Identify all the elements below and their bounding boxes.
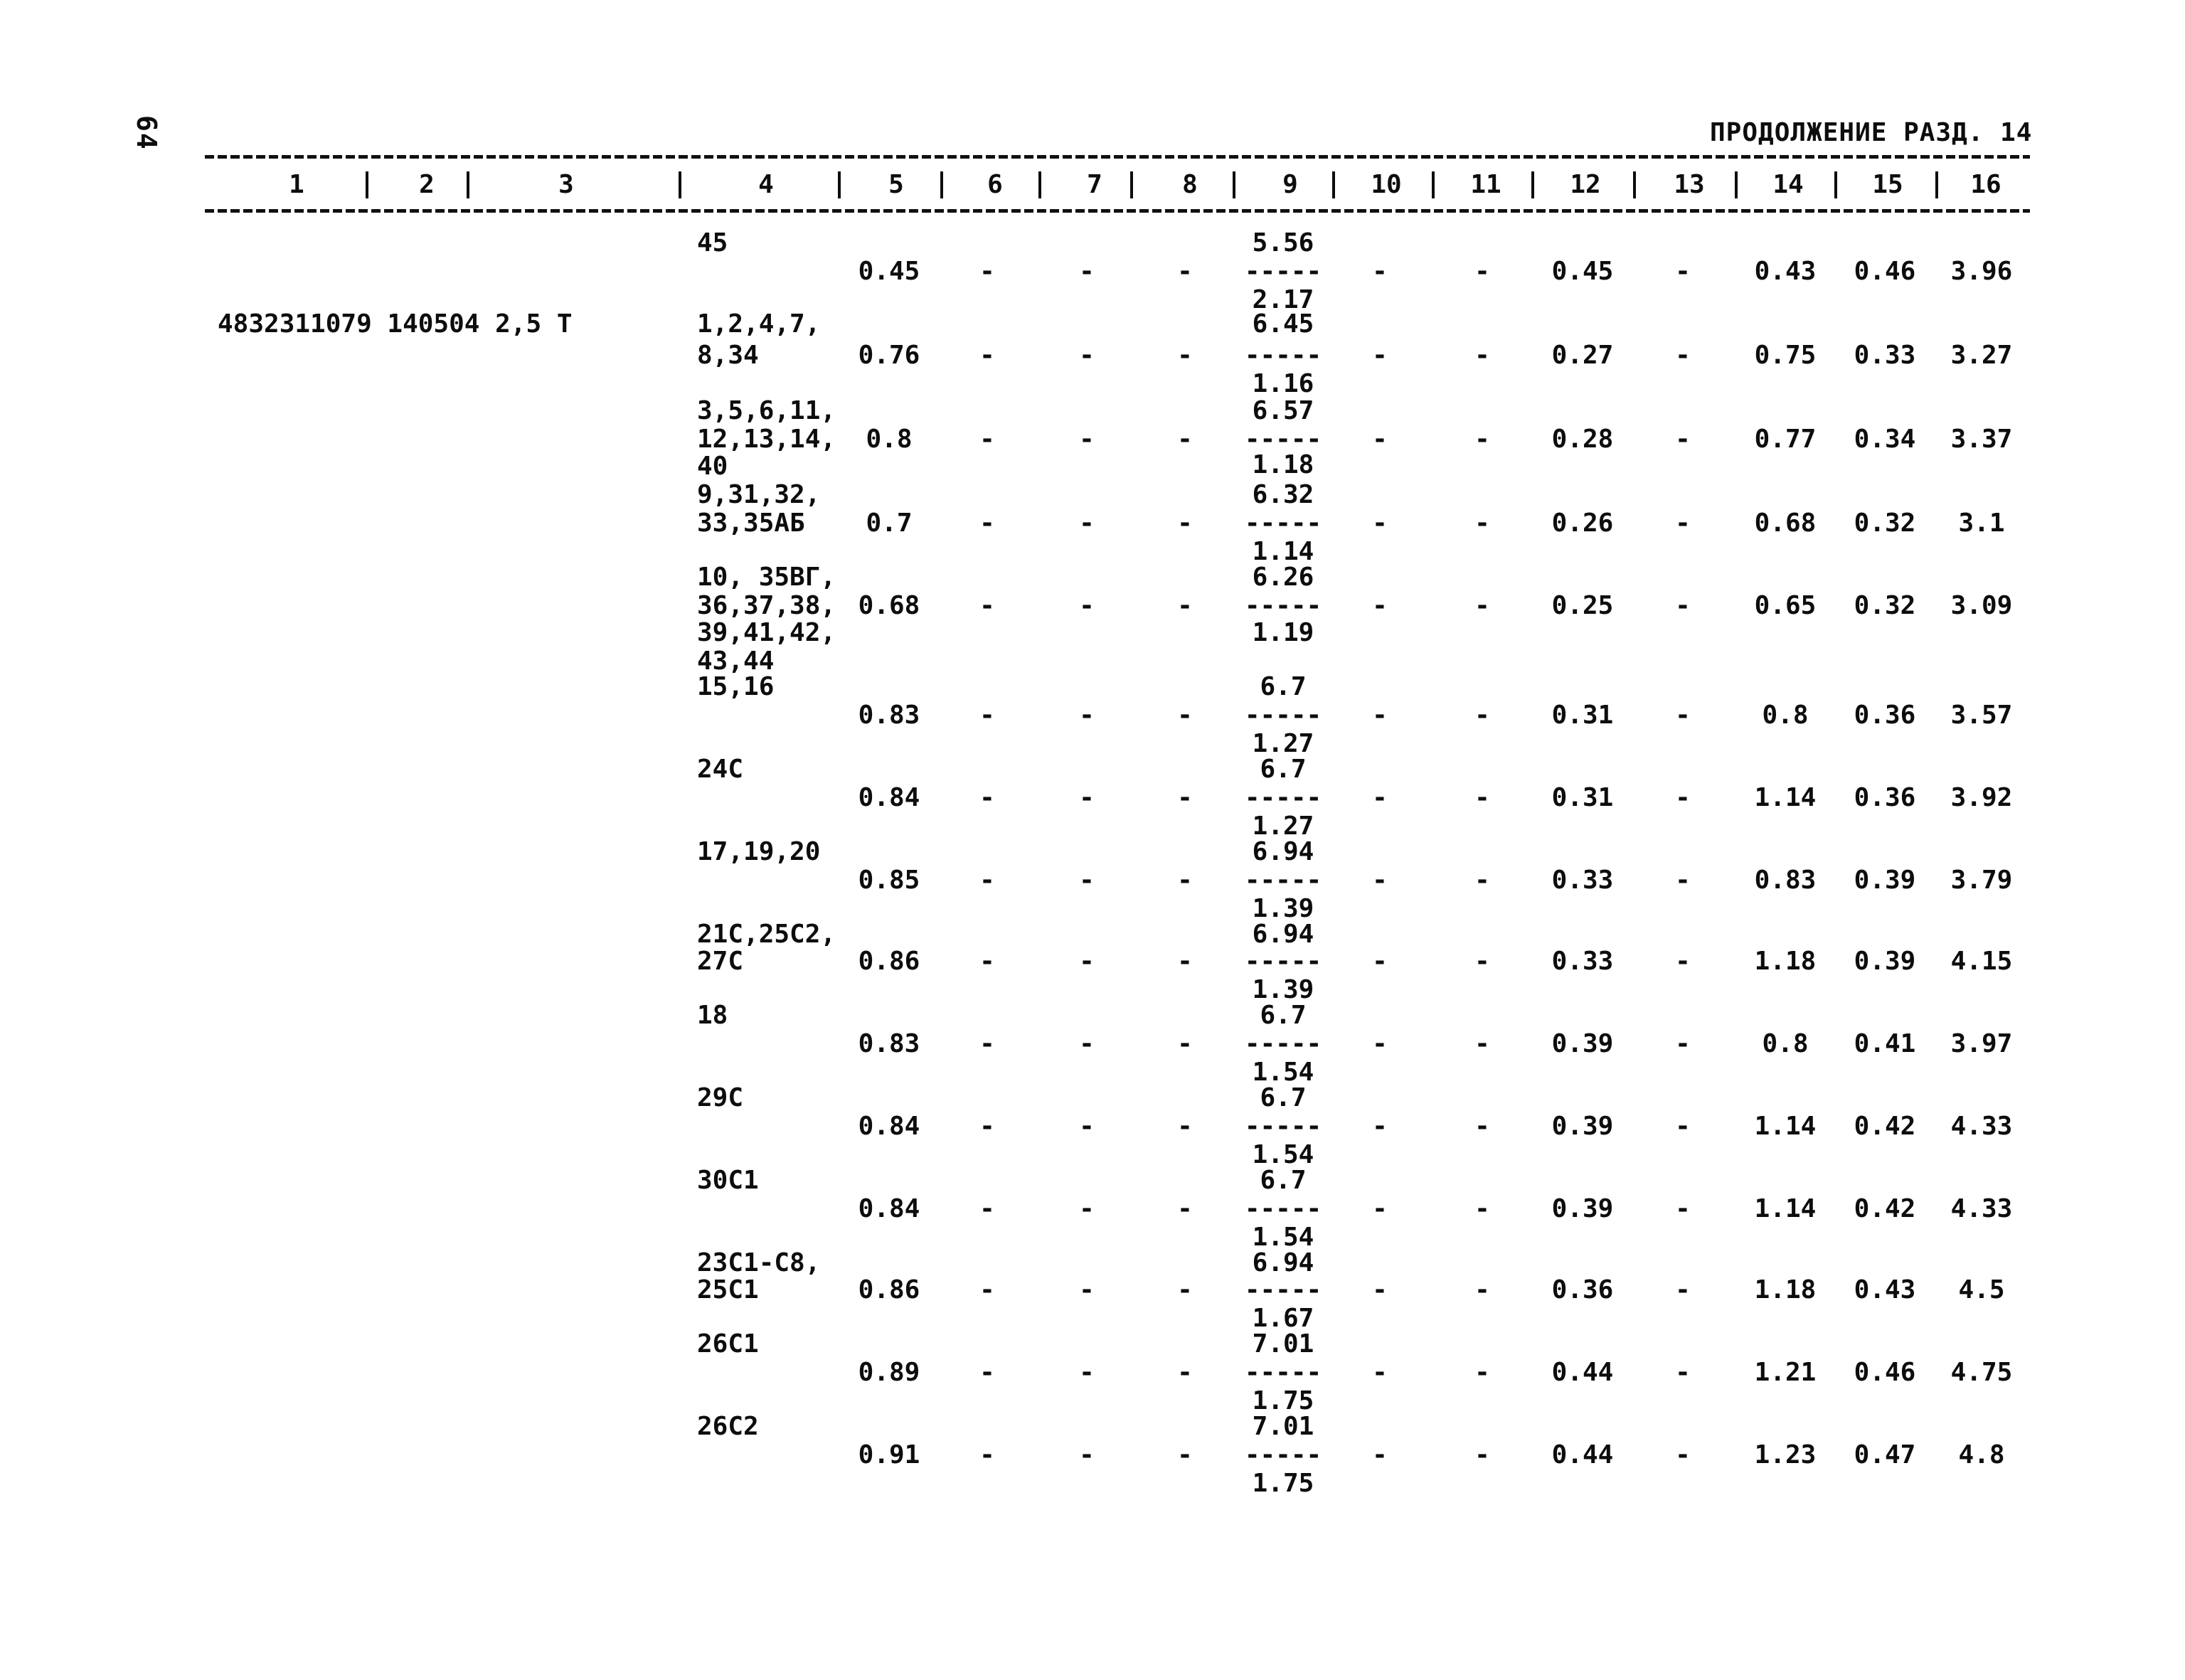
- column-separator: [1130, 171, 1133, 198]
- fraction-denominator: 1.54: [1252, 1140, 1314, 1169]
- cell-col15: 0.46: [1854, 257, 1916, 286]
- cell-col12: 0.36: [1551, 1275, 1614, 1304]
- cell-positions: 43,44: [697, 647, 775, 676]
- cell-col6: -: [979, 591, 995, 620]
- cell-col12: 0.39: [1551, 1194, 1614, 1223]
- cell-col11: -: [1474, 866, 1490, 895]
- cell-col5: 0.8: [866, 425, 913, 454]
- fraction-bar: -----: [1244, 1029, 1322, 1058]
- column-header-14: 14: [1772, 170, 1804, 199]
- cell-col11: -: [1474, 425, 1490, 454]
- cell-col7: -: [1079, 341, 1095, 370]
- cell-col14: 0.75: [1754, 341, 1817, 370]
- column-header-7: 7: [1087, 170, 1102, 199]
- cell-col13: -: [1675, 1029, 1691, 1058]
- cell-col11: -: [1474, 947, 1490, 976]
- column-separator: [940, 171, 943, 198]
- cell-col11: -: [1474, 1358, 1490, 1387]
- cell-col6: -: [979, 1194, 995, 1223]
- cell-col8: -: [1177, 509, 1193, 538]
- cell-col6: -: [979, 1440, 995, 1469]
- cell-col6: -: [979, 425, 995, 454]
- cell-positions: 21С,25С2,: [697, 920, 836, 949]
- cell-col12: 0.33: [1551, 947, 1614, 976]
- cell-col11: -: [1474, 1194, 1490, 1223]
- cell-col10: -: [1372, 1194, 1388, 1223]
- cell-col15: 0.42: [1854, 1112, 1916, 1141]
- cell-col15: 0.34: [1854, 425, 1916, 454]
- cell-col5: 0.86: [858, 947, 920, 976]
- cell-col10: -: [1372, 591, 1388, 620]
- fraction-numerator: 6.7: [1260, 755, 1307, 784]
- cell-col12: 0.39: [1551, 1029, 1614, 1058]
- column-header-13: 13: [1674, 170, 1705, 199]
- cell-col15: 0.36: [1854, 701, 1916, 730]
- fraction-bar: -----: [1244, 1358, 1322, 1387]
- cell-col8: -: [1177, 701, 1193, 730]
- cell-col14: 1.23: [1754, 1440, 1817, 1469]
- cell-col8: -: [1177, 1029, 1193, 1058]
- cell-col8: -: [1177, 341, 1193, 370]
- fraction-denominator: 1.75: [1252, 1386, 1314, 1415]
- cell-col13: -: [1675, 341, 1691, 370]
- cell-col14: 1.18: [1754, 947, 1817, 976]
- cell-col15: 0.33: [1854, 341, 1916, 370]
- cell-col13: -: [1675, 783, 1691, 812]
- fraction-numerator: 6.57: [1252, 396, 1314, 425]
- cell-col6: -: [979, 1112, 995, 1141]
- cell-col16: 4.5: [1958, 1275, 2005, 1304]
- cell-col12: 0.26: [1551, 509, 1614, 538]
- cell-positions: 10, 35ВГ,: [697, 563, 836, 592]
- cell-col11: -: [1474, 591, 1490, 620]
- fraction-bar: -----: [1244, 1112, 1322, 1141]
- cell-positions: 3,5,6,11,: [697, 396, 836, 425]
- fraction-numerator: 6.94: [1252, 837, 1314, 866]
- cell-col16: 3.1: [1958, 509, 2005, 538]
- cell-col13: -: [1675, 1275, 1691, 1304]
- column-separator: [366, 171, 368, 198]
- column-header-15: 15: [1872, 170, 1903, 199]
- cell-col16: 4.15: [1950, 947, 2013, 976]
- cell-col16: 3.97: [1950, 1029, 2013, 1058]
- cell-col13: -: [1675, 257, 1691, 286]
- cell-col6: -: [979, 1029, 995, 1058]
- fraction-numerator: 6.94: [1252, 920, 1314, 949]
- cell-col15: 0.42: [1854, 1194, 1916, 1223]
- fraction-numerator: 6.7: [1260, 1001, 1307, 1030]
- cell-col10: -: [1372, 1358, 1388, 1387]
- fraction-bar: -----: [1244, 341, 1322, 370]
- cell-col12: 0.31: [1551, 701, 1614, 730]
- fraction-denominator: 1.27: [1252, 729, 1314, 758]
- cell-col15: 0.41: [1854, 1029, 1916, 1058]
- cell-col14: 1.14: [1754, 1194, 1817, 1223]
- cell-col10: -: [1372, 257, 1388, 286]
- column-separator: [1233, 171, 1235, 198]
- cell-col13: -: [1675, 1358, 1691, 1387]
- fraction-numerator: 6.7: [1260, 672, 1307, 701]
- cell-col10: -: [1372, 1029, 1388, 1058]
- cell-col16: 4.75: [1950, 1358, 2013, 1387]
- fraction-denominator: 1.27: [1252, 812, 1314, 841]
- cell-col14: 0.8: [1762, 1029, 1809, 1058]
- cell-positions: 29С: [697, 1083, 744, 1112]
- cell-col8: -: [1177, 1112, 1193, 1141]
- cell-col8: -: [1177, 866, 1193, 895]
- cell-col7: -: [1079, 783, 1095, 812]
- cell-col5: 0.83: [858, 701, 920, 730]
- cell-col6: -: [979, 783, 995, 812]
- cell-col8: -: [1177, 257, 1193, 286]
- cell-col16: 3.09: [1950, 591, 2013, 620]
- cell-col15: 0.32: [1854, 509, 1916, 538]
- cell-col15: 0.47: [1854, 1440, 1916, 1469]
- column-separator: [1531, 171, 1534, 198]
- cell-col7: -: [1079, 1440, 1095, 1469]
- cell-col12: 0.39: [1551, 1112, 1614, 1141]
- fraction-denominator: 1.19: [1252, 618, 1314, 647]
- cell-positions: 8,34: [697, 341, 759, 370]
- cell-col16: 3.79: [1950, 866, 2013, 895]
- page-number: 64: [131, 115, 162, 151]
- column-header-10: 10: [1371, 170, 1402, 199]
- cell-col10: -: [1372, 1440, 1388, 1469]
- cell-col11: -: [1474, 509, 1490, 538]
- fraction-bar: -----: [1244, 591, 1322, 620]
- cell-col13: -: [1675, 947, 1691, 976]
- cell-col16: 3.57: [1950, 701, 2013, 730]
- cell-positions: 17,19,20: [697, 837, 821, 866]
- cell-positions: 27С: [697, 947, 744, 976]
- cell-col15: 0.39: [1854, 947, 1916, 976]
- cell-col7: -: [1079, 1358, 1095, 1387]
- column-separator: [1834, 171, 1837, 198]
- column-separator: [1332, 171, 1335, 198]
- cell-col5: 0.84: [858, 1112, 920, 1141]
- cell-positions: 18: [697, 1001, 728, 1030]
- cell-col15: 0.36: [1854, 783, 1916, 812]
- cell-col11: -: [1474, 341, 1490, 370]
- cell-col14: 1.21: [1754, 1358, 1817, 1387]
- cell-col13: -: [1675, 591, 1691, 620]
- cell-col14: 1.14: [1754, 1112, 1817, 1141]
- cell-col8: -: [1177, 947, 1193, 976]
- fraction-bar: -----: [1244, 1275, 1322, 1304]
- cell-col10: -: [1372, 783, 1388, 812]
- cell-col12: 0.44: [1551, 1358, 1614, 1387]
- header-bottom-rule: [205, 209, 2030, 213]
- column-header-1: 1: [289, 170, 304, 199]
- cell-col7: -: [1079, 591, 1095, 620]
- cell-positions: 1,2,4,7,: [697, 309, 821, 339]
- cell-col13: -: [1675, 701, 1691, 730]
- fraction-denominator: 1.67: [1252, 1304, 1314, 1333]
- cell-col14: 0.65: [1754, 591, 1817, 620]
- cell-positions: 39,41,42,: [697, 618, 836, 647]
- cell-col15: 0.46: [1854, 1358, 1916, 1387]
- cell-positions: 24С: [697, 755, 744, 784]
- cell-col12: 0.45: [1551, 257, 1614, 286]
- cell-col10: -: [1372, 866, 1388, 895]
- cell-col11: -: [1474, 257, 1490, 286]
- fraction-bar: -----: [1244, 701, 1322, 730]
- cell-col7: -: [1079, 1275, 1095, 1304]
- cell-col10: -: [1372, 425, 1388, 454]
- cell-col10: -: [1372, 701, 1388, 730]
- cell-col7: -: [1079, 1194, 1095, 1223]
- cell-col5: 0.45: [858, 257, 920, 286]
- cell-col6: -: [979, 701, 995, 730]
- cell-positions: 36,37,38,: [697, 591, 836, 620]
- column-header-5: 5: [888, 170, 904, 199]
- cell-col5: 0.89: [858, 1358, 920, 1387]
- cell-col7: -: [1079, 947, 1095, 976]
- cell-col12: 0.27: [1551, 341, 1614, 370]
- fraction-numerator: 6.26: [1252, 563, 1314, 592]
- cell-col8: -: [1177, 425, 1193, 454]
- cell-col7: -: [1079, 509, 1095, 538]
- cell-col8: -: [1177, 1440, 1193, 1469]
- cell-positions: 23С1-С8,: [697, 1248, 821, 1277]
- column-separator: [679, 171, 681, 198]
- cell-col5: 0.91: [858, 1440, 920, 1469]
- fraction-bar: -----: [1244, 425, 1322, 454]
- cell-col6: -: [979, 1275, 995, 1304]
- cell-col11: -: [1474, 701, 1490, 730]
- fraction-numerator: 6.7: [1260, 1083, 1307, 1112]
- column-separator: [1432, 171, 1435, 198]
- fraction-numerator: 7.01: [1252, 1412, 1314, 1441]
- cell-col16: 4.33: [1950, 1112, 2013, 1141]
- cell-col6: -: [979, 947, 995, 976]
- cell-col7: -: [1079, 1029, 1095, 1058]
- cell-col7: -: [1079, 1112, 1095, 1141]
- cell-col16: 3.27: [1950, 341, 2013, 370]
- cell-col13: -: [1675, 425, 1691, 454]
- cell-col5: 0.68: [858, 591, 920, 620]
- cell-col8: -: [1177, 1358, 1193, 1387]
- column-header-16: 16: [1970, 170, 2001, 199]
- cell-col11: -: [1474, 783, 1490, 812]
- column-separator: [467, 171, 469, 198]
- column-header-12: 12: [1570, 170, 1601, 199]
- cell-col5: 0.86: [858, 1275, 920, 1304]
- fraction-bar: -----: [1244, 257, 1322, 286]
- fraction-denominator: 1.39: [1252, 894, 1314, 923]
- column-separator: [1935, 171, 1938, 198]
- cell-col10: -: [1372, 947, 1388, 976]
- column-header-9: 9: [1282, 170, 1298, 199]
- cell-positions: 26С2: [697, 1412, 759, 1441]
- cell-col6: -: [979, 509, 995, 538]
- fraction-bar: -----: [1244, 1440, 1322, 1469]
- column-header-3: 3: [558, 170, 574, 199]
- cell-col8: -: [1177, 1194, 1193, 1223]
- cell-col5: 0.85: [858, 866, 920, 895]
- cell-col7: -: [1079, 701, 1095, 730]
- cell-col12: 0.44: [1551, 1440, 1614, 1469]
- column-separator: [1038, 171, 1041, 198]
- cell-col14: 0.77: [1754, 425, 1817, 454]
- fraction-numerator: 6.32: [1252, 480, 1314, 509]
- cell-col12: 0.33: [1551, 866, 1614, 895]
- cell-col7: -: [1079, 866, 1095, 895]
- cell-col10: -: [1372, 1112, 1388, 1141]
- cell-positions: 15,16: [697, 672, 775, 701]
- cell-col13: -: [1675, 1112, 1691, 1141]
- cell-col10: -: [1372, 509, 1388, 538]
- cell-col16: 3.96: [1950, 257, 2013, 286]
- column-separator: [1735, 171, 1738, 198]
- cell-col12: 0.25: [1551, 591, 1614, 620]
- fraction-numerator: 6.7: [1260, 1166, 1307, 1195]
- cell-col16: 3.37: [1950, 425, 2013, 454]
- continuation-heading: ПРОДОЛЖЕНИЕ РАЗД. 14: [1710, 118, 2033, 147]
- fraction-denominator: 1.14: [1252, 537, 1314, 566]
- cell-col10: -: [1372, 341, 1388, 370]
- cell-col11: -: [1474, 1112, 1490, 1141]
- cell-positions: 33,35АБ: [697, 509, 805, 538]
- cell-col6: -: [979, 257, 995, 286]
- fraction-numerator: 5.56: [1252, 228, 1314, 257]
- cell-col15: 0.32: [1854, 591, 1916, 620]
- fraction-denominator: 1.16: [1252, 369, 1314, 398]
- cell-col14: 1.18: [1754, 1275, 1817, 1304]
- cell-col7: -: [1079, 257, 1095, 286]
- cell-col8: -: [1177, 591, 1193, 620]
- cell-col7: -: [1079, 425, 1095, 454]
- cell-col14: 0.43: [1754, 257, 1817, 286]
- fraction-denominator: 1.54: [1252, 1058, 1314, 1087]
- cell-col11: -: [1474, 1275, 1490, 1304]
- cell-col6: -: [979, 1358, 995, 1387]
- cell-col13: -: [1675, 1194, 1691, 1223]
- column-separator: [1633, 171, 1636, 198]
- column-header-11: 11: [1470, 170, 1501, 199]
- cell-positions: 45: [697, 228, 728, 257]
- fraction-bar: -----: [1244, 509, 1322, 538]
- column-header-6: 6: [987, 170, 1003, 199]
- cell-col6: -: [979, 866, 995, 895]
- cell-col12: 0.31: [1551, 783, 1614, 812]
- cell-col16: 4.8: [1958, 1440, 2005, 1469]
- fraction-denominator: 1.54: [1252, 1223, 1314, 1252]
- cell-col15: 0.39: [1854, 866, 1916, 895]
- cell-col12: 0.28: [1551, 425, 1614, 454]
- fraction-denominator: 1.18: [1252, 450, 1314, 479]
- fraction-numerator: 6.94: [1252, 1248, 1314, 1277]
- cell-col10: -: [1372, 1275, 1388, 1304]
- cell-col5: 0.83: [858, 1029, 920, 1058]
- cell-col6: -: [979, 341, 995, 370]
- fraction-bar: -----: [1244, 783, 1322, 812]
- fraction-bar: -----: [1244, 866, 1322, 895]
- column-header-8: 8: [1182, 170, 1198, 199]
- fraction-numerator: 7.01: [1252, 1329, 1314, 1359]
- cell-col14: 0.68: [1754, 509, 1817, 538]
- cell-positions: 25С1: [697, 1275, 759, 1304]
- cell-col5: 0.76: [858, 341, 920, 370]
- fraction-denominator: 2.17: [1252, 285, 1314, 314]
- cell-col14: 0.8: [1762, 701, 1809, 730]
- item-code-cell: 4832311079 140504 2,5 Т: [218, 309, 573, 339]
- cell-col5: 0.7: [866, 509, 913, 538]
- cell-col11: -: [1474, 1440, 1490, 1469]
- cell-positions: 9,31,32,: [697, 480, 821, 509]
- cell-col14: 1.14: [1754, 783, 1817, 812]
- cell-positions: 40: [697, 452, 728, 481]
- cell-col16: 3.92: [1950, 783, 2013, 812]
- cell-col13: -: [1675, 866, 1691, 895]
- column-header-4: 4: [758, 170, 774, 199]
- table-top-rule: [205, 155, 2030, 159]
- cell-col16: 4.33: [1950, 1194, 2013, 1223]
- fraction-bar: -----: [1244, 947, 1322, 976]
- fraction-denominator: 1.39: [1252, 975, 1314, 1004]
- column-header-2: 2: [419, 170, 435, 199]
- cell-col5: 0.84: [858, 783, 920, 812]
- cell-col8: -: [1177, 783, 1193, 812]
- cell-col13: -: [1675, 1440, 1691, 1469]
- cell-positions: 26С1: [697, 1329, 759, 1359]
- cell-col15: 0.43: [1854, 1275, 1916, 1304]
- fraction-denominator: 1.75: [1252, 1469, 1314, 1498]
- column-separator: [838, 171, 841, 198]
- cell-positions: 12,13,14,: [697, 425, 836, 454]
- cell-col5: 0.84: [858, 1194, 920, 1223]
- cell-col11: -: [1474, 1029, 1490, 1058]
- cell-col14: 0.83: [1754, 866, 1817, 895]
- fraction-bar: -----: [1244, 1194, 1322, 1223]
- cell-col13: -: [1675, 509, 1691, 538]
- cell-col8: -: [1177, 1275, 1193, 1304]
- fraction-numerator: 6.45: [1252, 309, 1314, 339]
- cell-positions: 30С1: [697, 1166, 759, 1195]
